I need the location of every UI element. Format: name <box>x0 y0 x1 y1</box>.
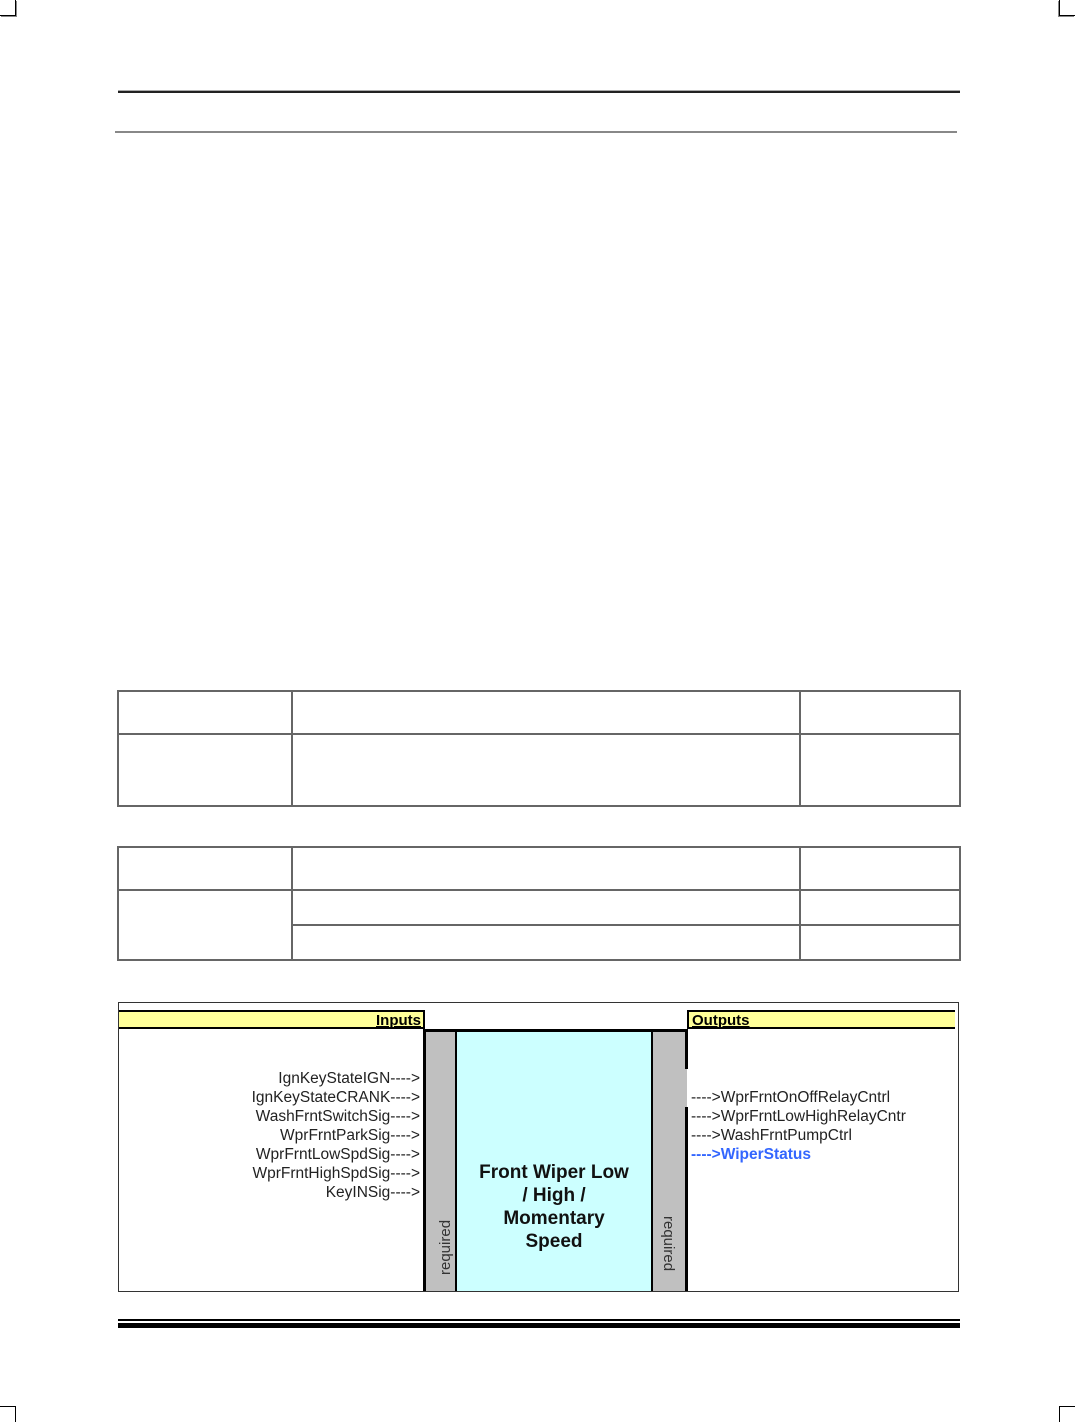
required-label-right: required <box>660 1216 677 1272</box>
output-signal: ---->WprFrntOnOffRelayCntrl <box>691 1089 891 1106</box>
table-cell <box>800 691 960 734</box>
table-row <box>118 691 960 734</box>
footer-rule-thin <box>118 1319 960 1321</box>
required-label-left: required <box>437 1219 454 1275</box>
output-signal-highlighted: ---->WiperStatus <box>691 1146 811 1163</box>
crop-mark-top-left <box>0 0 16 16</box>
table-row <box>118 847 960 890</box>
required-bar-right <box>651 1029 687 1291</box>
function-block-title <box>457 1161 651 1253</box>
title-line: / High / <box>522 1185 586 1206</box>
crop-mark-bottom-left <box>0 1406 16 1422</box>
table-2 <box>117 846 961 961</box>
input-signal: WashFrntSwitchSig----> <box>255 1108 420 1125</box>
table-cell <box>118 847 292 890</box>
table-cell <box>800 847 960 890</box>
table-cell <box>292 925 800 960</box>
title-line: Speed <box>525 1231 583 1252</box>
function-block-diagram <box>118 1002 959 1292</box>
output-edge-upper <box>685 1029 688 1069</box>
table-cell <box>118 691 292 734</box>
crop-mark-top-right <box>1059 0 1075 16</box>
title-line: Momentary <box>503 1208 605 1229</box>
function-block <box>457 1029 651 1291</box>
output-edge-lower <box>685 1107 688 1291</box>
table-cell <box>800 734 960 806</box>
input-signal: WprFrntHighSpdSig----> <box>252 1165 420 1182</box>
table-cell <box>292 734 800 806</box>
output-signal: ---->WashFrntPumpCtrl <box>691 1127 852 1144</box>
table-cell-merged <box>118 890 292 960</box>
table-cell <box>800 925 960 960</box>
table-cell <box>118 734 292 806</box>
input-signal-list <box>252 1069 420 1202</box>
input-signal: IgnKeyStateCRANK----> <box>251 1089 420 1106</box>
table-row <box>118 734 960 806</box>
input-signal: WprFrntLowSpdSig----> <box>255 1146 420 1163</box>
table-cell <box>800 890 960 925</box>
input-signal: IgnKeyStateIGN----> <box>278 1070 420 1087</box>
outputs-header-label: Outputs <box>692 1012 750 1029</box>
footer-rule-thick <box>118 1323 960 1328</box>
inputs-header <box>119 1010 425 1029</box>
header-rule-top <box>118 91 960 93</box>
title-line: Front Wiper Low <box>479 1162 629 1183</box>
table-row <box>118 890 960 925</box>
table-1 <box>117 690 961 807</box>
table-cell <box>292 890 800 925</box>
outputs-header <box>687 1010 955 1029</box>
output-signal: ---->WprFrntLowHighRelayCntr <box>691 1108 906 1125</box>
table-cell <box>292 691 800 734</box>
header-rule-bottom <box>115 131 957 133</box>
input-signal: KeyINSig----> <box>325 1184 420 1201</box>
required-bar-left <box>423 1029 457 1291</box>
table-cell <box>292 847 800 890</box>
crop-mark-bottom-right <box>1059 1406 1075 1422</box>
output-signal-list <box>691 1088 956 1164</box>
input-signal: WprFrntParkSig----> <box>280 1127 420 1144</box>
inputs-header-label: Inputs <box>376 1012 421 1029</box>
